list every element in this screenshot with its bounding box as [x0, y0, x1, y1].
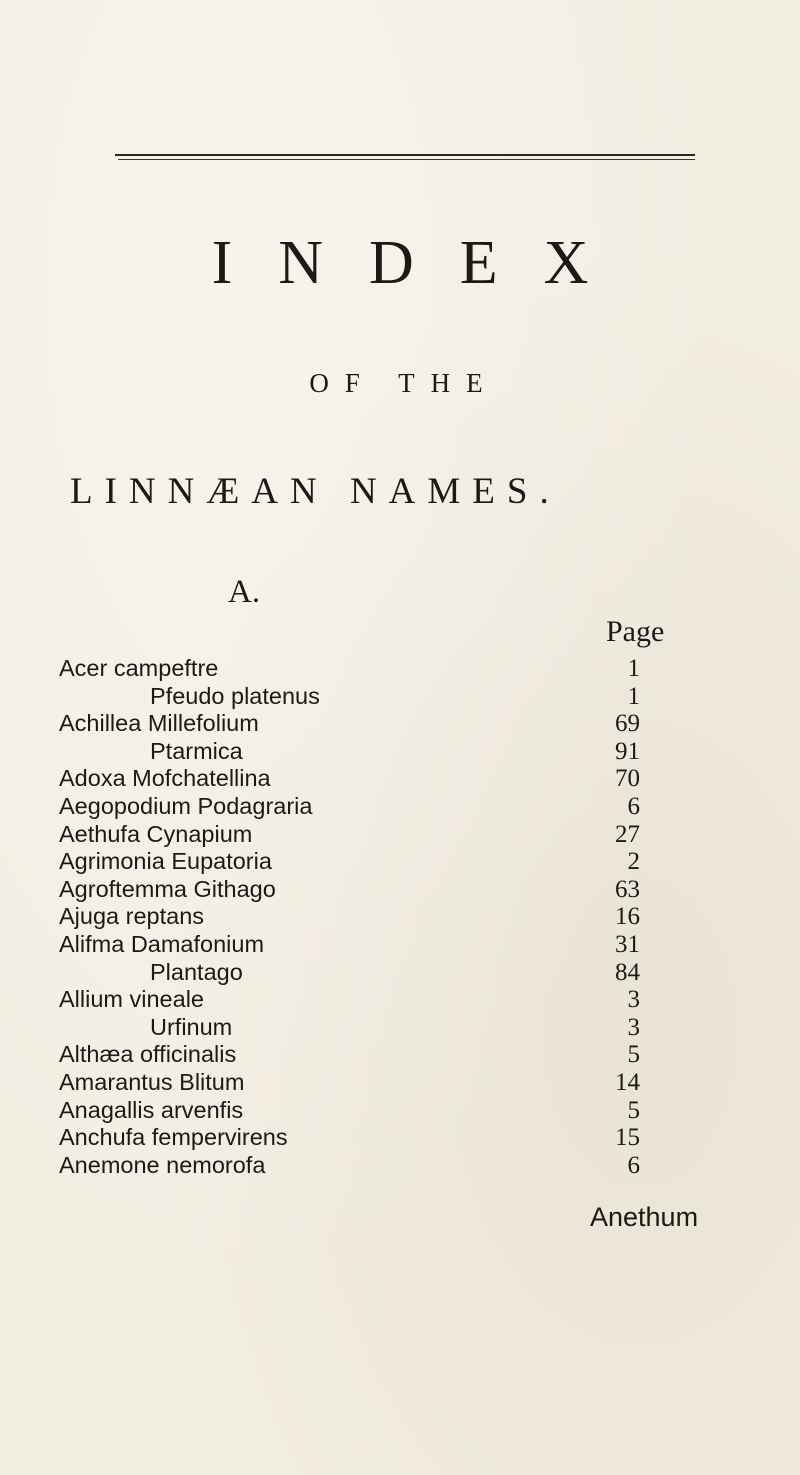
entry-page-number: 84	[615, 958, 640, 986]
catchword: Anethum	[590, 1202, 699, 1232]
entry-page-number: 1	[627, 655, 640, 682]
index-entry	[0, 683, 800, 711]
entry-name: Agroftemma Githago	[59, 875, 276, 902]
entry-page-number: 69	[615, 710, 640, 738]
entry-name: Achillea Millefolium	[59, 710, 259, 737]
entry-page-number: 63	[615, 875, 640, 903]
entry-name: Acer campeftre	[59, 655, 219, 681]
index-entry	[0, 738, 800, 766]
index-entry	[0, 765, 800, 793]
entry-name: Urfinum	[150, 1013, 233, 1040]
index-entry	[0, 986, 800, 1014]
entry-name: Aethufa Cynapium	[59, 820, 253, 847]
entry-name: Anagallis arvenfis	[59, 1096, 244, 1123]
entry-name: Althæa officinalis	[59, 1041, 237, 1068]
entry-name: Ajuga reptans	[59, 903, 205, 930]
index-entry	[0, 1014, 800, 1042]
index-entry	[0, 1041, 800, 1069]
page-column-header: Page	[606, 615, 665, 648]
page-title: INDEX	[211, 229, 635, 297]
index-entry	[0, 959, 800, 987]
section-letter: A.	[228, 574, 261, 610]
entry-name: Anemone nemorofa	[59, 1151, 266, 1178]
entry-page-number: 3	[627, 986, 640, 1014]
top-rule-thin	[118, 159, 695, 160]
entry-name: Aegopodium Podagraria	[59, 792, 313, 819]
entry-page-number: 6	[627, 1151, 640, 1179]
index-entry	[0, 876, 800, 904]
entry-name: Amarantus Blitum	[59, 1068, 245, 1095]
index-entry	[0, 821, 800, 849]
index-entry	[0, 1124, 800, 1152]
entry-name: Alifma Damafonium	[59, 930, 265, 957]
entry-name: Ptarmica	[150, 737, 243, 764]
index-entries	[0, 655, 800, 1179]
entry-name: Adoxa Mofchatellina	[59, 765, 271, 792]
entry-page-number: 70	[615, 765, 640, 793]
entry-name: Plantago	[150, 958, 243, 985]
index-entry	[0, 1097, 800, 1125]
entry-page-number: 31	[615, 930, 640, 958]
subtitle-linnaean-names: LINNÆAN NAMES.	[70, 471, 561, 512]
index-entry	[0, 1152, 800, 1180]
entry-name: Agrimonia Eupatoria	[59, 848, 272, 875]
subtitle-of-the: OF THE	[309, 368, 499, 398]
index-entry	[0, 655, 800, 683]
entry-name: Pfeudo platenus	[150, 682, 320, 709]
entry-page-number: 2	[627, 848, 640, 876]
entry-page-number: 91	[615, 737, 640, 765]
entry-name: Anchufa fempervirens	[59, 1124, 288, 1151]
index-entry	[0, 1069, 800, 1097]
index-entry	[0, 903, 800, 931]
entry-page-number: 15	[615, 1124, 640, 1152]
index-entry	[0, 848, 800, 876]
entry-page-number: 27	[615, 820, 640, 848]
entry-page-number: 5	[627, 1041, 640, 1069]
entry-page-number: 1	[627, 682, 640, 710]
entry-page-number: 14	[615, 1068, 640, 1096]
entry-page-number: 16	[615, 903, 640, 931]
top-rule	[115, 154, 695, 156]
entry-page-number: 3	[627, 1013, 640, 1041]
entry-name: Allium vineale	[59, 986, 204, 1013]
index-entry	[0, 793, 800, 821]
index-entry	[0, 710, 800, 738]
entry-page-number: 6	[627, 792, 640, 820]
entry-page-number: 5	[627, 1096, 640, 1124]
index-entry	[0, 931, 800, 959]
